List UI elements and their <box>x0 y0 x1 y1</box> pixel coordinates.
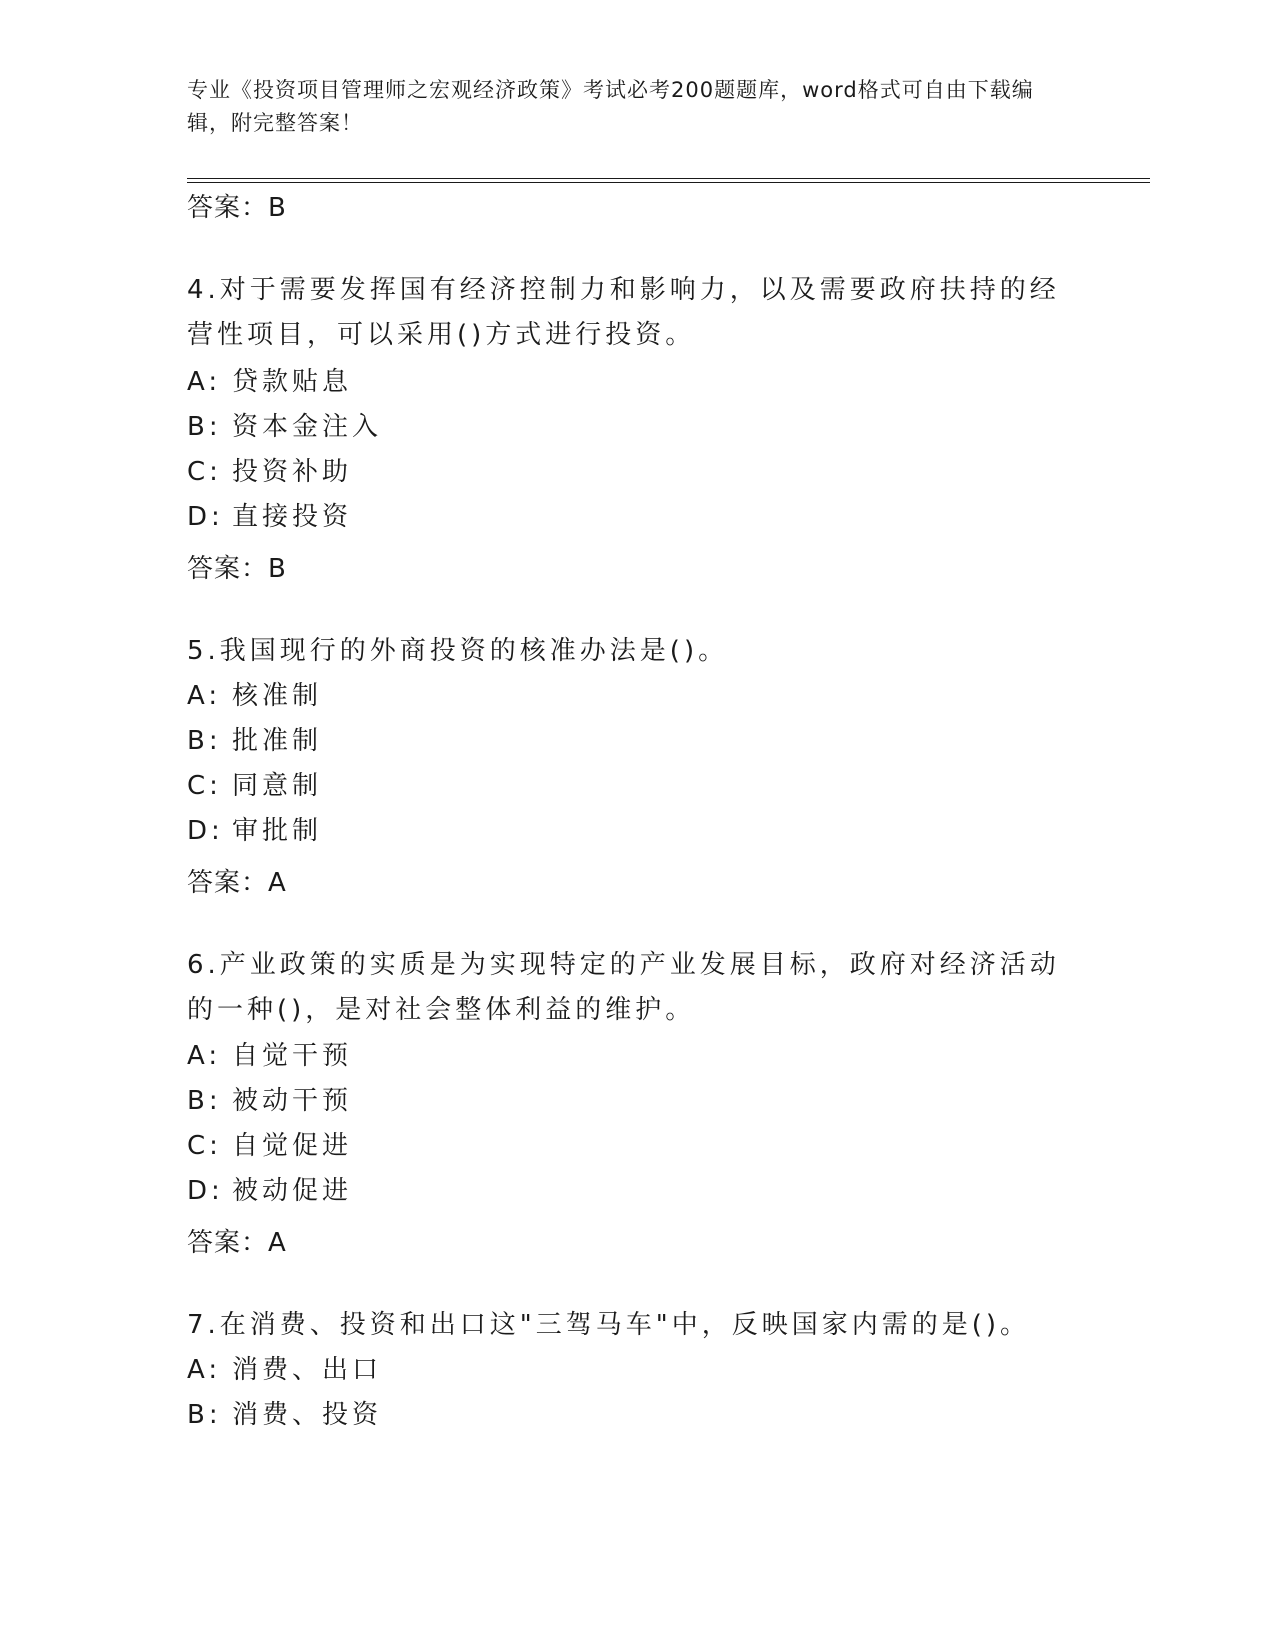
option-text: 同意制 <box>232 771 323 801</box>
option-key: D: <box>187 1176 224 1206</box>
answer-line: 答案：B <box>187 193 287 223</box>
option-key: C: <box>187 771 222 801</box>
option-d <box>187 1169 1087 1214</box>
option-c <box>187 764 1087 809</box>
option-list <box>187 1348 1087 1438</box>
answer-line: 答案：B <box>187 554 287 584</box>
option-d <box>187 495 1087 540</box>
option-a <box>187 360 1087 405</box>
option-text: 消费、投资 <box>232 1400 383 1430</box>
option-a <box>187 1034 1087 1079</box>
option-c <box>187 450 1087 495</box>
option-d <box>187 809 1087 854</box>
option-key: B: <box>187 1400 222 1430</box>
option-list <box>187 360 1087 540</box>
option-text: 核准制 <box>232 681 323 711</box>
question-text: 6.产业政策的实质是为实现特定的产业发展目标，政府对经济活动的一种()，是对社会整体利益的维护。 <box>187 950 1060 1025</box>
option-b <box>187 1079 1087 1124</box>
option-b <box>187 1393 1087 1438</box>
document-header: 专业《投资项目管理师之宏观经济政策》考试必考200题题库，word格式可自由下载编辑，附完整答案！ <box>187 78 1034 135</box>
option-text: 审批制 <box>232 816 323 846</box>
option-key: C: <box>187 457 222 487</box>
option-text: 贷款贴息 <box>232 367 353 397</box>
option-a <box>187 1348 1087 1393</box>
option-b <box>187 405 1087 450</box>
question-text: 5.我国现行的外商投资的核准办法是()。 <box>187 636 729 666</box>
option-list <box>187 1034 1087 1214</box>
option-key: A: <box>187 367 222 397</box>
option-text: 批准制 <box>232 726 323 756</box>
option-text: 自觉干预 <box>232 1041 353 1071</box>
answer-line: 答案：A <box>187 868 287 898</box>
option-key: A: <box>187 1355 222 1385</box>
option-key: B: <box>187 412 222 442</box>
option-key: D: <box>187 502 224 532</box>
option-text: 被动干预 <box>232 1086 353 1116</box>
option-list <box>187 674 1087 854</box>
option-text: 被动促进 <box>232 1176 353 1206</box>
option-c <box>187 1124 1087 1169</box>
option-text: 资本金注入 <box>232 412 383 442</box>
option-key: B: <box>187 726 222 756</box>
option-b <box>187 719 1087 764</box>
option-key: D: <box>187 816 224 846</box>
option-key: A: <box>187 681 222 711</box>
option-key: C: <box>187 1131 222 1161</box>
question-text: 4.对于需要发挥国有经济控制力和影响力，以及需要政府扶持的经营性项目，可以采用()方式进行投资。 <box>187 275 1060 350</box>
answer-line: 答案：A <box>187 1228 287 1258</box>
option-key: A: <box>187 1041 222 1071</box>
option-text: 自觉促进 <box>232 1131 353 1161</box>
option-text: 消费、出口 <box>232 1355 383 1385</box>
option-text: 投资补助 <box>232 457 353 487</box>
option-a <box>187 674 1087 719</box>
option-text: 直接投资 <box>232 502 353 532</box>
header-rule-top <box>187 178 1150 179</box>
question-text: 7.在消费、投资和出口这"三驾马车"中，反映国家内需的是()。 <box>187 1310 1031 1340</box>
option-key: B: <box>187 1086 222 1116</box>
header-rule-bottom <box>187 182 1150 183</box>
